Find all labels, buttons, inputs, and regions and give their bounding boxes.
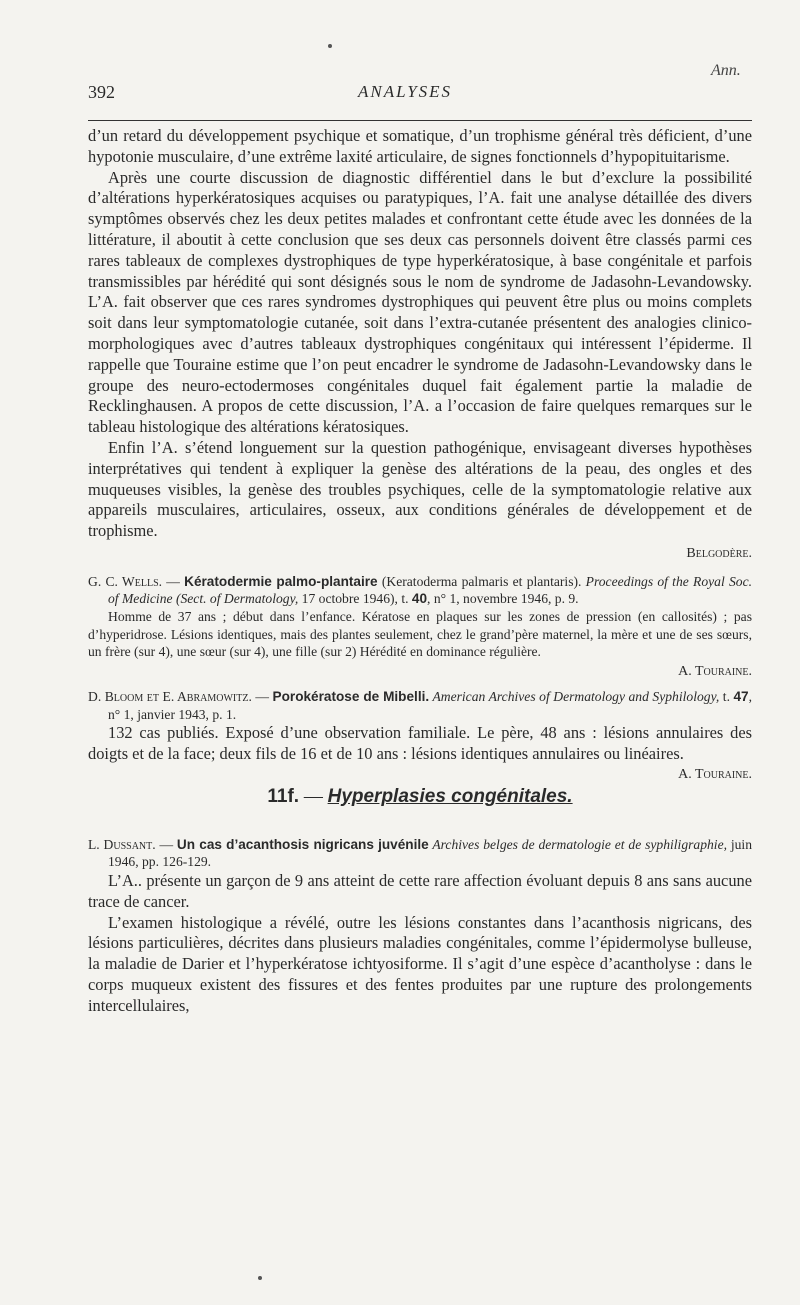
header-rule: [88, 120, 752, 121]
entry-issue: , n° 1, novembre 1946, p. 9.: [427, 591, 579, 607]
entry-volume: 40: [411, 591, 428, 607]
entry-subtitle: (Keratoderma palmaris et plantaris).: [377, 573, 586, 589]
entry-authors: D. Bloom et E. Abramowitz.: [88, 689, 252, 705]
entry-date: 17 octobre 1946), t.: [298, 591, 412, 607]
body-text: [88, 126, 752, 1017]
page-header: [88, 82, 752, 106]
running-title: ANALYSES: [358, 82, 453, 101]
entry-ref: juin 1946, pp. 126-129.: [108, 836, 752, 870]
entry-title: Un cas d’acanthosis nigricans juvénile: [176, 836, 429, 852]
paragraph: Après une courte discussion de diagnostic différentiel dans le but d’exclure la possibilité d’altérations hyperkératosiques acquises ou paratypiques, l’A. fait une analyse détaillée des divers symptômes observés chez les deux petites malades et confrontant cette étude avec les données de la littérature, il aboutit à cette conclusion que ses deux cas personnels doivent être classés parmi ces rares tableaux de complexes dystrophiques de type hyperkératosique, à base congénitale et parfois transmissibles par hérédité qui sont désignés sous le nom de syndrome de Jadasohn-Levandowsky. L’A. fait observer que ces rares syndromes dystrophiques qui peuvent être plus ou moins complets soit dans leur symptomatologie cutanée, soit dans l’extra-cutanée présentent des analogies clinico-morphologiques avec d’autres tableaux dystrophiques congénitaux qui intéressent l’épiderme. Il rappelle que Touraine estime que l’on peut encadrer le syndrome de Jadasohn-Levandowsky dans le groupe des neuro-ectodermoses congénitales duquel fait également partie la maladie de Recklinghausen. A propos de cette discussion, l’A. a l’occasion de faire quelques remarques sur le tableau histologique des altérations kératosiques.: [88, 167, 752, 437]
dash: —: [155, 836, 177, 852]
dash: —: [251, 689, 273, 705]
section-number: 11f.: [267, 786, 300, 808]
section-title: Hyperplasies congénitales.: [327, 786, 573, 808]
printer-mark: [258, 1276, 262, 1280]
dash: —: [162, 573, 185, 589]
entry-heading: [88, 836, 752, 871]
printer-mark: [328, 44, 332, 48]
paragraph: d’un retard du développement psychique et somatique, d’un trophisme général très déficient, d’une hypotonie musculaire, d’une extrême laxité articulaire, de signes fonctionnels d’hypopituitarisme.: [88, 126, 752, 166]
abstract-entry: [88, 573, 752, 681]
signature: A. Touraine.: [678, 663, 752, 679]
entry-text: L’examen histologique a révélé, outre les lésions constantes dans l’acanthosis nigricans, des lésions particulières, décrites dans plusieurs maladies congénitales, comme l’épidermolyse bulleuse, la maladie de Darier et l’hyperkératose ichtyosiforme. Il s’agit d’une espèce d’acantholyse : dans le corps muqueux existent des fissures et des fentes produites par une rupture des prolongements intercellulaires,: [88, 912, 752, 1015]
signature: A. Touraine.: [678, 767, 752, 783]
entry-title: Porokératose de Mibelli.: [272, 689, 430, 705]
entry-journal: Archives belges de dermatologie et de syphiligraphie,: [428, 836, 728, 852]
entry-text: [88, 723, 752, 783]
dash: —: [299, 786, 328, 808]
abstract-entry: [88, 688, 753, 783]
signature: Belgodère.: [686, 545, 752, 561]
entry-heading: [88, 573, 752, 608]
entry-ref: , n° 1, janvier 1943, p. 1.: [108, 689, 753, 722]
entry-authors: G. C. Wells.: [88, 573, 163, 589]
entry-text-body: 132 cas publiés. Exposé d’une observation familiale. Le père, 48 ans : lésions annulaires des doigts et de la face; deux fils de 16 et de 10 ans : lésions identiques annulaires ou linéaires.: [88, 723, 752, 764]
paragraph: Enfin l’A. s’étend longuement sur la question pathogénique, envisageant diverses hypothèses interprétatives qui tendent à expliquer la genèse des altérations de la peau, des ongles et des muqueuses visibles, la genèse des troubles psychiques, celle de la symptomatologie relative aux appareils musculaires, articulaires, osseux, aux conditions générales de développement et de trophisme.: [88, 437, 752, 541]
corner-annotation: Ann.: [711, 62, 741, 79]
entry-title: Kératodermie palmo-plantaire: [184, 573, 378, 589]
entry-text: L’A.. présente un garçon de 9 ans atteint de cette rare affection évoluant depuis 8 ans sans aucune trace de cancer.: [88, 871, 752, 911]
entry-journal: Proceedings of the Royal Soc. of Medicine (Sect. of Dermatology,: [108, 573, 753, 607]
section-heading: [88, 787, 752, 808]
entry-ref: t.: [719, 689, 734, 705]
entry-heading: [88, 688, 752, 723]
abstract-entry: [88, 836, 752, 1017]
page-number: 392: [88, 82, 115, 102]
entry-text: Homme de 37 ans ; début dans l’enfance. Kératose en plaques sur les zones de pression (en callosités) ; pas d’hyperidrose. Lésions identiques, mais des plantes seulement, chez le grand’père maternel, la mère et une de ses sœurs, un frère (sur 4), une sœur (sur 4), une fille (sur 2) Hérédité en dominance régulière.: [88, 608, 752, 660]
entry-volume: 47: [733, 689, 749, 705]
entry-journal: American Archives of Dermatology and Syphilology,: [429, 689, 720, 705]
entry-authors: L. Dussant.: [88, 836, 156, 852]
